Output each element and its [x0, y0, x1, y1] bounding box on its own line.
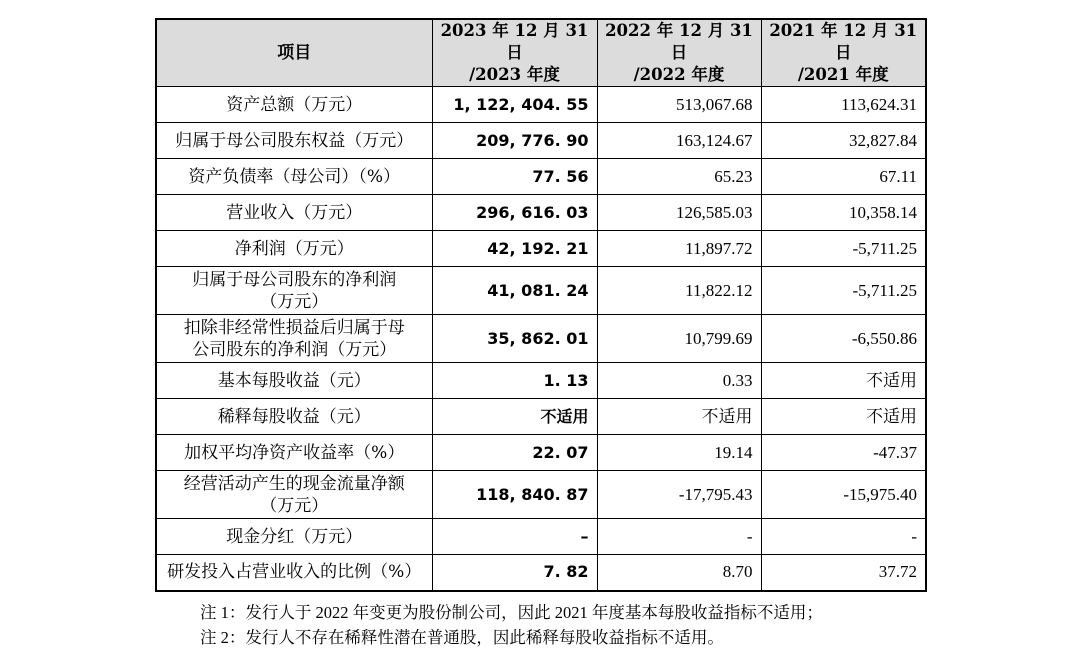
- cell-2023: –: [432, 519, 597, 555]
- cell-2021: -: [761, 519, 926, 555]
- cell-2021: 不适用: [761, 363, 926, 399]
- cell-2022: 19.14: [597, 435, 761, 471]
- cell-2021: 67.11: [761, 159, 926, 195]
- row-item-operating-cashflow: [156, 471, 432, 519]
- table-row: [156, 267, 926, 315]
- cell-2022: 126,585.03: [597, 195, 761, 231]
- header-2021: [761, 19, 926, 87]
- financial-summary-table-wrapper: [155, 18, 925, 592]
- cell-2023: 42, 192. 21: [432, 231, 597, 267]
- cell-2022: 不适用: [597, 399, 761, 435]
- row-item-parent-net-profit: [156, 267, 432, 315]
- table-row: [156, 87, 926, 123]
- table-row: [156, 363, 926, 399]
- header-2021-line2: /2021 年度: [797, 65, 889, 84]
- row-item-debt-ratio: 资产负债率（母公司）（%）: [156, 159, 432, 195]
- row-item-line1: 扣除非经常性损益后归属于母: [183, 317, 405, 338]
- row-item-line2: （万元）: [260, 495, 329, 516]
- cell-2021: 113,624.31: [761, 87, 926, 123]
- header-2023: [432, 19, 597, 87]
- cell-2022: 11,822.12: [597, 267, 761, 315]
- table-row: [156, 159, 926, 195]
- table-row: [156, 519, 926, 555]
- cell-2021: -5,711.25: [761, 231, 926, 267]
- table-header: [156, 19, 926, 87]
- cell-2022: 8.70: [597, 555, 761, 591]
- cell-2022: 0.33: [597, 363, 761, 399]
- cell-2022: 163,124.67: [597, 123, 761, 159]
- table-row: [156, 471, 926, 519]
- cell-2023: 7. 82: [432, 555, 597, 591]
- cell-2023: 35, 862. 01: [432, 315, 597, 363]
- row-item-basic-eps: 基本每股收益（元）: [156, 363, 432, 399]
- cell-2023: 1. 13: [432, 363, 597, 399]
- footnote-2: 注 2：发行人不存在稀释性潜在普通股，因此稀释每股收益指标不适用。: [200, 628, 724, 647]
- row-item-roe: 加权平均净资产收益率（%）: [156, 435, 432, 471]
- cell-2021: -15,975.40: [761, 471, 926, 519]
- header-2023-line2: /2023 年度: [469, 65, 560, 84]
- cell-2021: 10,358.14: [761, 195, 926, 231]
- row-item-deducted-net-profit: [156, 315, 432, 363]
- table-row: [156, 555, 926, 591]
- header-item: 项目: [156, 19, 432, 87]
- table-row: [156, 231, 926, 267]
- cell-2022: -: [597, 519, 761, 555]
- row-item-line2: （万元）: [260, 291, 329, 312]
- row-item-total-assets: 资产总额（万元）: [156, 87, 432, 123]
- cell-2023: 296, 616. 03: [432, 195, 597, 231]
- header-2022-line1: 2022 年 12 月 31 日: [605, 21, 753, 62]
- cell-2023: 22. 07: [432, 435, 597, 471]
- header-2022: [597, 19, 761, 87]
- row-item-net-profit: 净利润（万元）: [156, 231, 432, 267]
- cell-2022: -17,795.43: [597, 471, 761, 519]
- table-row: [156, 315, 926, 363]
- footnote-1: 注 1：发行人于 2022 年变更为股份制公司，因此 2021 年度基本每股收益指标不适用；: [200, 603, 823, 622]
- cell-2022: 10,799.69: [597, 315, 761, 363]
- table-row: [156, 123, 926, 159]
- cell-2022: 11,897.72: [597, 231, 761, 267]
- header-2022-line2: /2022 年度: [633, 65, 725, 84]
- header-2021-line1: 2021 年 12 月 31 日: [769, 21, 918, 62]
- row-item-line2: 公司股东的净利润（万元）: [192, 339, 397, 360]
- row-item-rd-ratio: 研发投入占营业收入的比例（%）: [156, 555, 432, 591]
- row-item-cash-dividend: 现金分红（万元）: [156, 519, 432, 555]
- cell-2021: 不适用: [761, 399, 926, 435]
- row-item-revenue: 营业收入（万元）: [156, 195, 432, 231]
- cell-2023: 1, 122, 404. 55: [432, 87, 597, 123]
- row-item-line1: 经营活动产生的现金流量净额: [183, 473, 405, 494]
- header-2023-line1: 2023 年 12 月 31 日: [440, 21, 589, 62]
- footnotes: [200, 600, 823, 650]
- table-body: [156, 87, 926, 591]
- financial-summary-table: [155, 18, 927, 592]
- cell-2023: 209, 776. 90: [432, 123, 597, 159]
- cell-2021: 32,827.84: [761, 123, 926, 159]
- cell-2021: -47.37: [761, 435, 926, 471]
- cell-2023: 不适用: [432, 399, 597, 435]
- cell-2021: 37.72: [761, 555, 926, 591]
- row-item-diluted-eps: 稀释每股收益（元）: [156, 399, 432, 435]
- cell-2021: -6,550.86: [761, 315, 926, 363]
- cell-2022: 513,067.68: [597, 87, 761, 123]
- cell-2022: 65.23: [597, 159, 761, 195]
- cell-2023: 41, 081. 24: [432, 267, 597, 315]
- cell-2023: 118, 840. 87: [432, 471, 597, 519]
- table-row: [156, 435, 926, 471]
- cell-2021: -5,711.25: [761, 267, 926, 315]
- row-item-line1: 归属于母公司股东的净利润: [192, 269, 397, 290]
- table-row: [156, 399, 926, 435]
- header-row: [156, 19, 926, 87]
- cell-2023: 77. 56: [432, 159, 597, 195]
- table-row: [156, 195, 926, 231]
- row-item-parent-equity: 归属于母公司股东权益（万元）: [156, 123, 432, 159]
